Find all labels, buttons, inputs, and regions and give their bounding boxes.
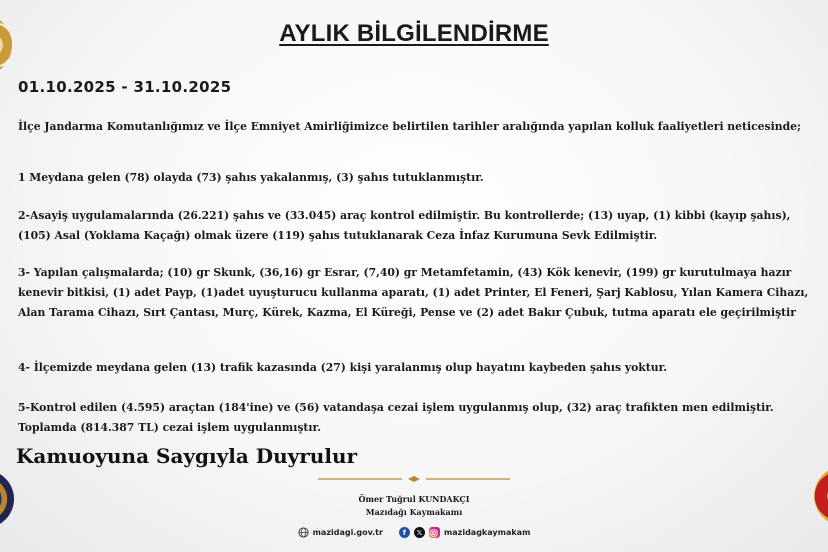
facebook-icon[interactable]: f: [399, 527, 410, 538]
instagram-icon[interactable]: [429, 527, 440, 538]
website-link[interactable]: mazidagi.gov.tr: [312, 528, 383, 537]
report-item-4: 4- İlçemizde meydana gelen (13) trafik kazasında (27) kişi yaralanmış olup hayatını kaybeden şahıs yoktur.: [18, 361, 668, 374]
globe-icon: [298, 527, 309, 538]
closing-statement: Kamuoyuna Saygıyla Duyrulur: [16, 444, 358, 468]
signature-title: Mazıdağı Kaymakamı: [365, 507, 463, 517]
report-item-2: 2-Asayiş uygulamalarında (26.221) şahıs ve (33.045) araç kontrol edilmiştir. Bu kontrollerde; (13) uyap, (1) kibbi (kayıp şahıs), (105) Asal (Yoklama Kaçağı) olmak üzere (119) şahıs tutuklanarak Ceza İnfaz Kurumuna Sevk Edilmiştir.: [18, 209, 791, 242]
report-item-5: 5-Kontrol edilen (4.595) araçtan (184'ine) ve (56) vatandaşa cezai işlem uygulanmış olup, (32) araç trafikten men edilmiştir. Toplamda (814.387 TL) cezai işlem uygulanmıştır.: [18, 401, 774, 434]
x-icon[interactable]: 𝕏: [414, 527, 425, 538]
page-title: AYLIK BİLGİLENDİRME: [279, 20, 549, 47]
social-handle[interactable]: mazidagkaymakam: [443, 528, 531, 537]
report-item-3: 3- Yapılan çalışmalarda; (10) gr Skunk, (36,16) gr Esrar, (7,40) gr Metamfetamin, (43) Kök kenevir, (199) gr kurutulmaya hazır kenevir bitkisi, (1) adet Payp, (1)adet uyuşturucu kullanma aparatı, (1) adet Printer, El Feneri, Şarj Kablosu, Yılan Kamera Cihazı, Alan Tarama Cihazı, Sırt Çantası, Murç, Kürek, Kazma, El Küreği, Pense ve (2) adet Bakır Çubuk, tutma aparatı ele geçirilmiştir: [18, 266, 809, 319]
footer: [0, 527, 828, 538]
intro-paragraph: İlçe Jandarma Komutanlığımız ve İlçe Emniyet Amirliğimizce belirtilen tarihler aralığında yapılan kolluk faaliyetleri neticesinde;: [18, 120, 801, 133]
date-range: 01.10.2025 - 31.10.2025: [18, 78, 232, 96]
signature-name: Ömer Tuğrul KUNDAKÇI: [358, 494, 470, 504]
ornamental-divider: [318, 476, 510, 482]
report-item-1: 1 Meydana gelen (78) olayda (73) şahıs yakalanmış, (3) şahıs tutuklanmıştır.: [18, 171, 484, 184]
